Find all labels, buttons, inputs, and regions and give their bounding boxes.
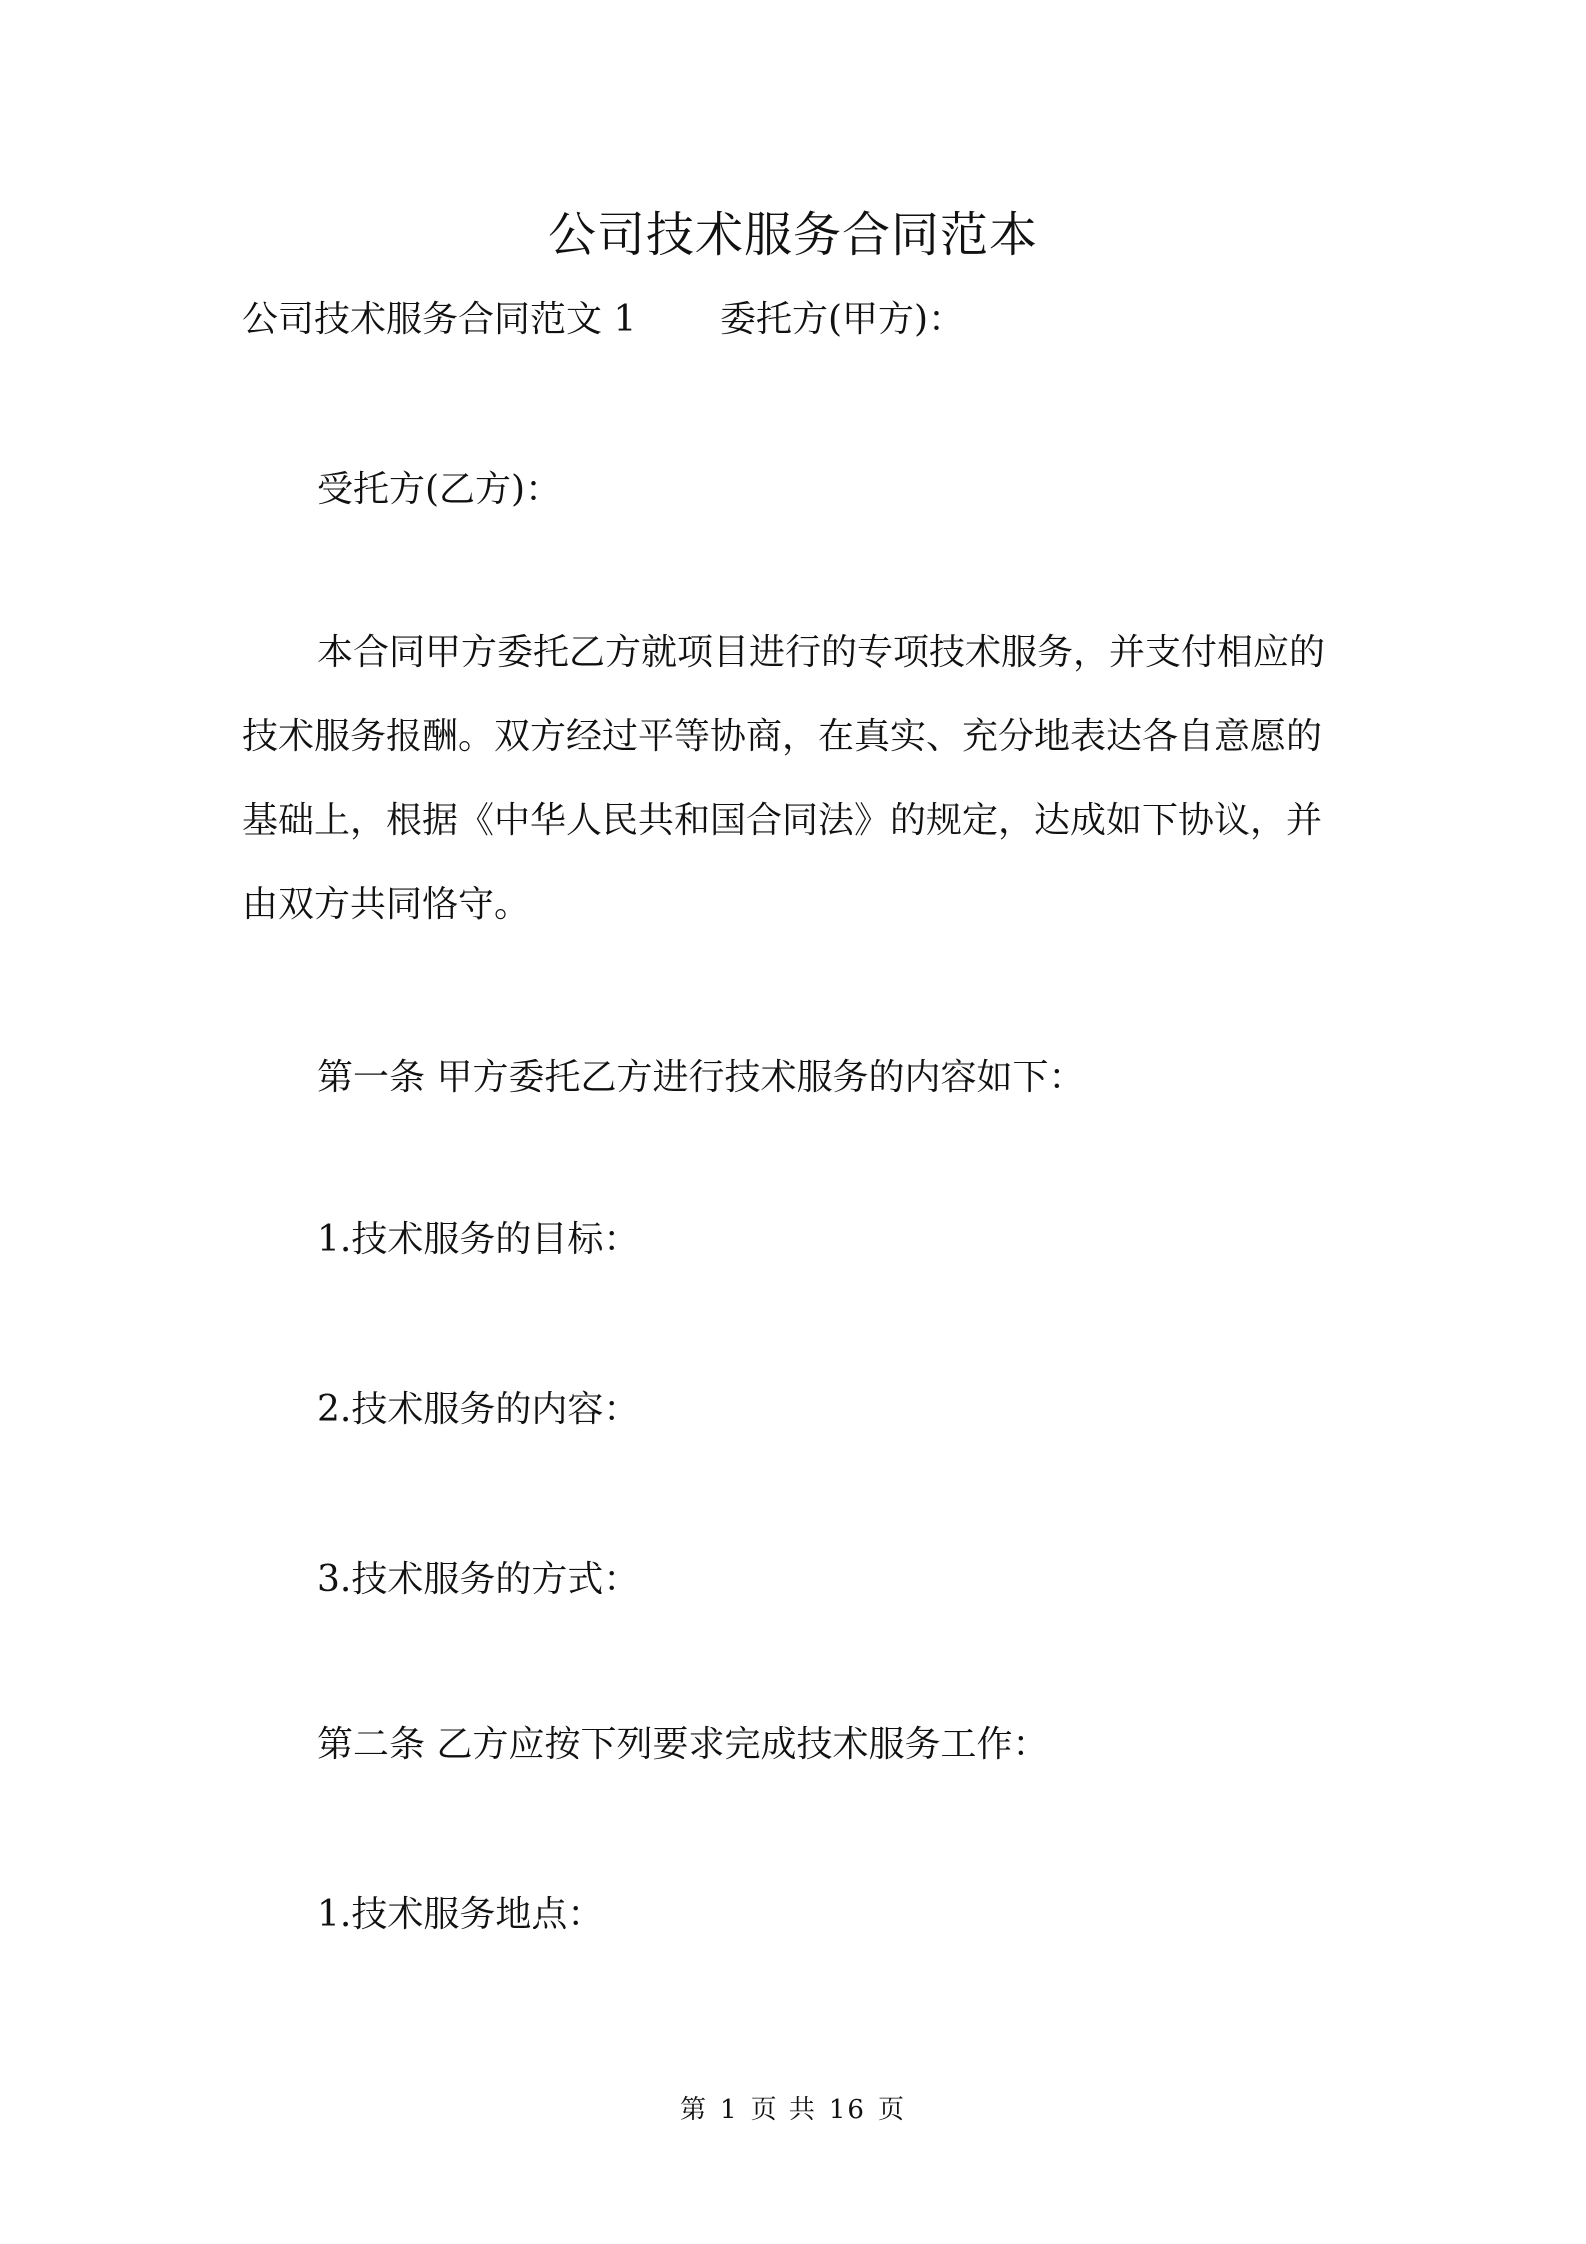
footer-suffix: 页 (877, 2095, 906, 2125)
article-1-item: 1.技术服务的目标： (317, 1219, 640, 1260)
document-title: 公司技术服务合同范本 (547, 207, 1038, 263)
preamble-line-4: 由双方共同恪守。 (242, 884, 531, 925)
footer-mid: 页 共 (750, 2095, 817, 2125)
intro-heading: 公司技术服务合同范文 1 (242, 299, 637, 340)
trustee-party-label: 受托方(乙方)： (317, 469, 562, 510)
page-footer (0, 2092, 1586, 2128)
article-1-heading: 第一条 甲方委托乙方进行技术服务的内容如下： (317, 1057, 1085, 1098)
footer-total-pages: 16 (828, 2095, 866, 2125)
article-2-heading: 第二条 乙方应按下列要求完成技术服务工作： (317, 1724, 1049, 1765)
article-1-item: 3.技术服务的方式： (317, 1559, 640, 1600)
preamble-line-2: 技术服务报酬。双方经过平等协商，在真实、充分地表达各自意愿的 (242, 716, 1323, 757)
footer-prefix: 第 (680, 2095, 709, 2125)
footer-page-number: 1 (720, 2095, 739, 2125)
article-1-item: 2.技术服务的内容： (317, 1389, 640, 1430)
client-party-label: 委托方(甲方)： (720, 299, 965, 340)
article-2-item: 1.技术服务地点： (317, 1894, 604, 1935)
preamble-line-1: 本合同甲方委托乙方就项目进行的专项技术服务，并支付相应的 (317, 632, 1326, 673)
preamble-line-3: 基础上，根据《中华人民共和国合同法》的规定，达成如下协议，并 (242, 800, 1323, 841)
